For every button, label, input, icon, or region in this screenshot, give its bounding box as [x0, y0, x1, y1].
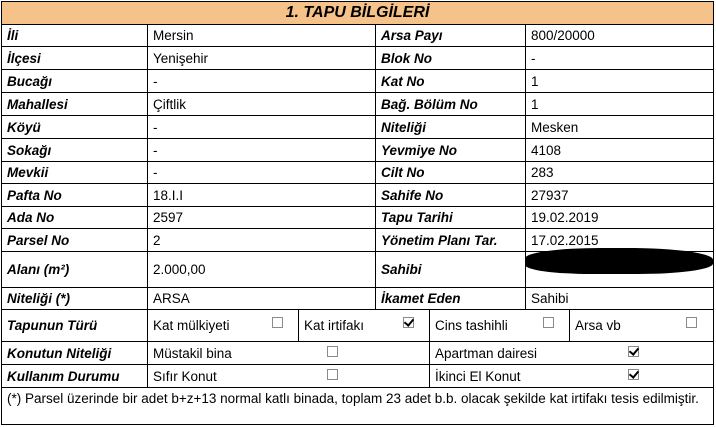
tapu-turu-option: Arsa vb — [570, 310, 713, 342]
field-label: Bucağı — [2, 70, 148, 93]
field-value: ARSA — [148, 288, 376, 310]
field-value: - — [148, 139, 376, 162]
field-label: Ada No — [2, 207, 148, 229]
field-value: 4108 — [526, 139, 713, 162]
field-label: İli — [2, 24, 148, 47]
field-label: Kat No — [376, 70, 526, 93]
field-value: Yenişehir — [148, 47, 376, 70]
field-value: 1 — [526, 70, 713, 93]
field-label: Tapu Tarihi — [376, 207, 526, 229]
field-label: Pafta No — [2, 184, 148, 207]
field-value: - — [148, 162, 376, 184]
kullanim-durumu-option: Sıfır Konut — [148, 365, 430, 388]
field-value: Mersin — [148, 24, 376, 47]
section-title: 1. TAPU BİLGİLERİ — [2, 2, 713, 25]
field-label: Sokağı — [2, 139, 148, 162]
field-value: 2597 — [148, 207, 376, 229]
footnote: (*) Parsel üzerinde bir adet b+z+13 normal katlı binada, toplam 23 adet b.b. olacak şekilde kat irtifakı tesis edilmiştir. — [7, 391, 699, 406]
tapu-turu-option: Kat irtifakı — [299, 310, 430, 342]
field-label: Sahife No — [376, 184, 526, 207]
field-label: İlçesi — [2, 47, 148, 70]
tapu-turu-option: Kat mülkiyeti — [148, 310, 299, 342]
field-value: - — [526, 47, 713, 70]
field-label: İkamet Eden — [376, 288, 526, 310]
field-value: 27937 — [526, 184, 713, 207]
field-label: Niteliği (*) — [2, 288, 148, 310]
field-label: Yevmiye No — [376, 139, 526, 162]
field-label: Cilt No — [376, 162, 526, 184]
kullanim-durumu-option: İkinci El Konut — [430, 365, 713, 388]
kullanim-durumu-label: Kullanım Durumu — [2, 365, 148, 388]
tapu-turu-label: Tapunun Türü — [2, 310, 148, 342]
field-value: - — [148, 116, 376, 139]
field-value: 283 — [526, 162, 713, 184]
konut-niteligi-label: Konutun Niteliği — [2, 342, 148, 365]
field-label: Niteliği — [376, 116, 526, 139]
field-value: 1 — [526, 93, 713, 116]
konut-niteligi-option: Apartman dairesi — [430, 342, 713, 365]
field-label: Blok No — [376, 47, 526, 70]
field-label: Alanı (m²) — [2, 252, 148, 288]
field-value: 2 — [148, 229, 376, 252]
field-value: 18.I.I — [148, 184, 376, 207]
field-label: Arsa Payı — [376, 24, 526, 47]
field-value: Çiftlik — [148, 93, 376, 116]
field-value: Mesken — [526, 116, 713, 139]
field-label: Mahallesi — [2, 93, 148, 116]
field-value: 800/20000 — [526, 24, 713, 47]
kullanim-durumu-checkbox[interactable] — [327, 369, 338, 380]
konut-niteligi-checkbox[interactable] — [628, 346, 639, 357]
field-label: Köyü — [2, 116, 148, 139]
field-value: - — [148, 70, 376, 93]
field-value: 2.000,00 — [148, 252, 376, 288]
tapu-turu-checkbox[interactable] — [686, 317, 697, 328]
tapu-turu-checkbox[interactable] — [543, 317, 554, 328]
field-label: Mevkii — [2, 162, 148, 184]
konut-niteligi-checkbox[interactable] — [327, 346, 338, 357]
tapu-bilgileri-table — [1, 1, 714, 425]
field-label: Sahibi — [376, 252, 526, 288]
field-value: Sahibi — [526, 288, 713, 310]
field-value: 19.02.2019 — [526, 207, 713, 229]
kullanim-durumu-checkbox[interactable] — [628, 369, 639, 380]
field-label: Yönetim Planı Tar. — [376, 229, 526, 252]
tapu-turu-checkbox[interactable] — [272, 317, 283, 328]
field-label: Bağ. Bölüm No — [376, 93, 526, 116]
konut-niteligi-option: Müstakil bina — [148, 342, 430, 365]
field-value: 17.02.2015 — [526, 229, 713, 252]
redaction-mark — [525, 248, 713, 274]
tapu-turu-option: Cins tashihli — [430, 310, 570, 342]
tapu-turu-checkbox[interactable] — [403, 317, 414, 328]
field-label: Parsel No — [2, 229, 148, 252]
